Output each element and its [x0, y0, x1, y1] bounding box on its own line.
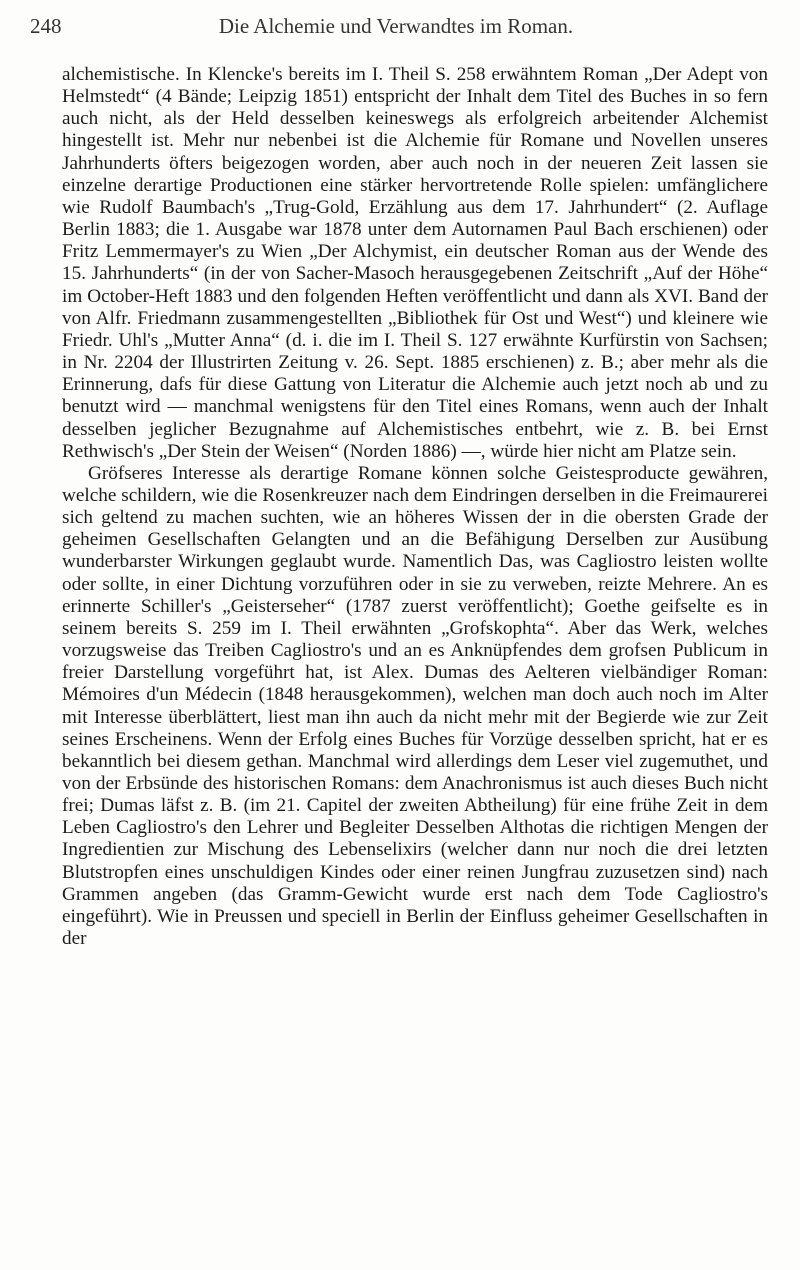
page-number: 248: [30, 14, 62, 38]
body-text: [62, 64, 768, 950]
running-header: [22, 14, 770, 44]
paragraph-1: alchemistische. In Klencke's bereits im I. Theil S. 258 erwähntem Roman „Der Adept von Helmstedt“ (4 Bände; Leipzig 1851) entspricht der Inhalt dem Titel des Buches in so fern auch nicht, als der Held desselben keineswegs als erfolgreich arbeitender Alchemist hingestellt ist. Mehr nur nebenbei ist die Alchemie für Romane und Novellen unseres Jahrhunderts öfters beigezogen worden, aber auch noch in der neueren Zeit lassen sie einzelne derartige Productionen eine stärker hervortretende Rolle spielen: umfänglichere wie Rudolf Baumbach's „Trug-Gold, Erzählung aus dem 17. Jahrhundert“ (2. Auflage Berlin 1883; die 1. Ausgabe war 1878 unter dem Autornamen Paul Bach erschienen) oder Fritz Lemmermayer's zu Wien „Der Alchymist, ein deutscher Roman aus der Wende des 15. Jahrhunderts“ (in der von Sacher-Masoch herausgegebenen Zeitschrift „Auf der Höhe“ im October-Heft 1883 und den folgenden Heften veröffentlicht und dann als XVI. Band der von Alfr. Friedmann zusammengestellten „Bibliothek für Ost und West“) und kleinere wie Friedr. Uhl's „Mutter Anna“ (d. i. die im I. Theil S. 127 erwähnte Kurfürstin von Sachsen; in Nr. 2204 der Illustrirten Zeitung v. 26. Sept. 1885 erschienen) z. B.; aber mehr als die Erinnerung, dafs für diese Gattung von Literatur die Alchemie auch jetzt noch ab und zu benutzt wird — manchmal wenigstens für den Titel eines Romans, wenn auch der Inhalt desselben jeglicher Bezugnahme auf Alchemistisches entbehrt, wie z. B. bei Ernst Rethwisch's „Der Stein der Weisen“ (Norden 1886) —, würde hier nicht am Platze sein.: [62, 64, 768, 462]
running-title: Die Alchemie und Verwandtes im Roman.: [218, 14, 574, 38]
paragraph-2: Gröfseres Interesse als derartige Romane können solche Geistesproducte gewähren, welche schildern, wie die Rosenkreuzer nach dem Eindringen derselben in die Freimaurerei sich geltend zu machen suchten, wie an höheres Wissen der in die obersten Grade der geheimen Gesellschaften Gelangten und an die Befähigung Derselben zur Ausübung wunderbarster Wirkungen geglaubt wurde. Namentlich Das, was Cagliostro leisten wollte oder sollte, in einer Dichtung vorzuführen oder in sie zu verweben, reizte Mehrere. An es erinnerte Schiller's „Geisterseher“ (1787 zuerst veröffentlicht); Goethe geifselte es in seinem bereits S. 259 im I. Theil erwähnten „Grofskophta“. Aber das Werk, welches vorzugsweise das Treiben Cagliostro's und an es Anknüpfendes dem grofsen Publicum in freier Darstellung vorgeführt hat, ist Alex. Dumas des Aelteren vielbändiger Roman: Mémoires d'un Médecin (1848 herausgekommen), welchen man doch auch noch im Alter mit Interesse überblättert, liest man ihn auch da nicht mehr mit der Begierde wie zur Zeit seines Erscheinens. Wenn der Erfolg eines Buches für Vorzüge desselben spricht, hat er es bekanntlich bei diesem gethan. Manchmal wird allerdings dem Leser viel zugemuthet, und von der Erbsünde des historischen Romans: dem Anachronismus ist auch dieses Buch nicht frei; Dumas läfst z. B. (im 21. Capitel der zweiten Abtheilung) für eine frühe Zeit in dem Leben Cagliostro's den Lehrer und Begleiter Desselben Althotas die richtigen Mengen der Ingredientien zur Mischung des Lebenselixirs (welcher dann nur noch die drei letzten Blutstropfen eines unschuldigen Kindes oder einer reinen Jungfrau zuzusetzen sind) nach Grammen angeben (das Gramm-Gewicht wurde erst nach dem Tode Cagliostro's eingeführt). Wie in Preussen und speciell in Berlin der Einfluss geheimer Gesellschaften in der: [62, 462, 768, 950]
